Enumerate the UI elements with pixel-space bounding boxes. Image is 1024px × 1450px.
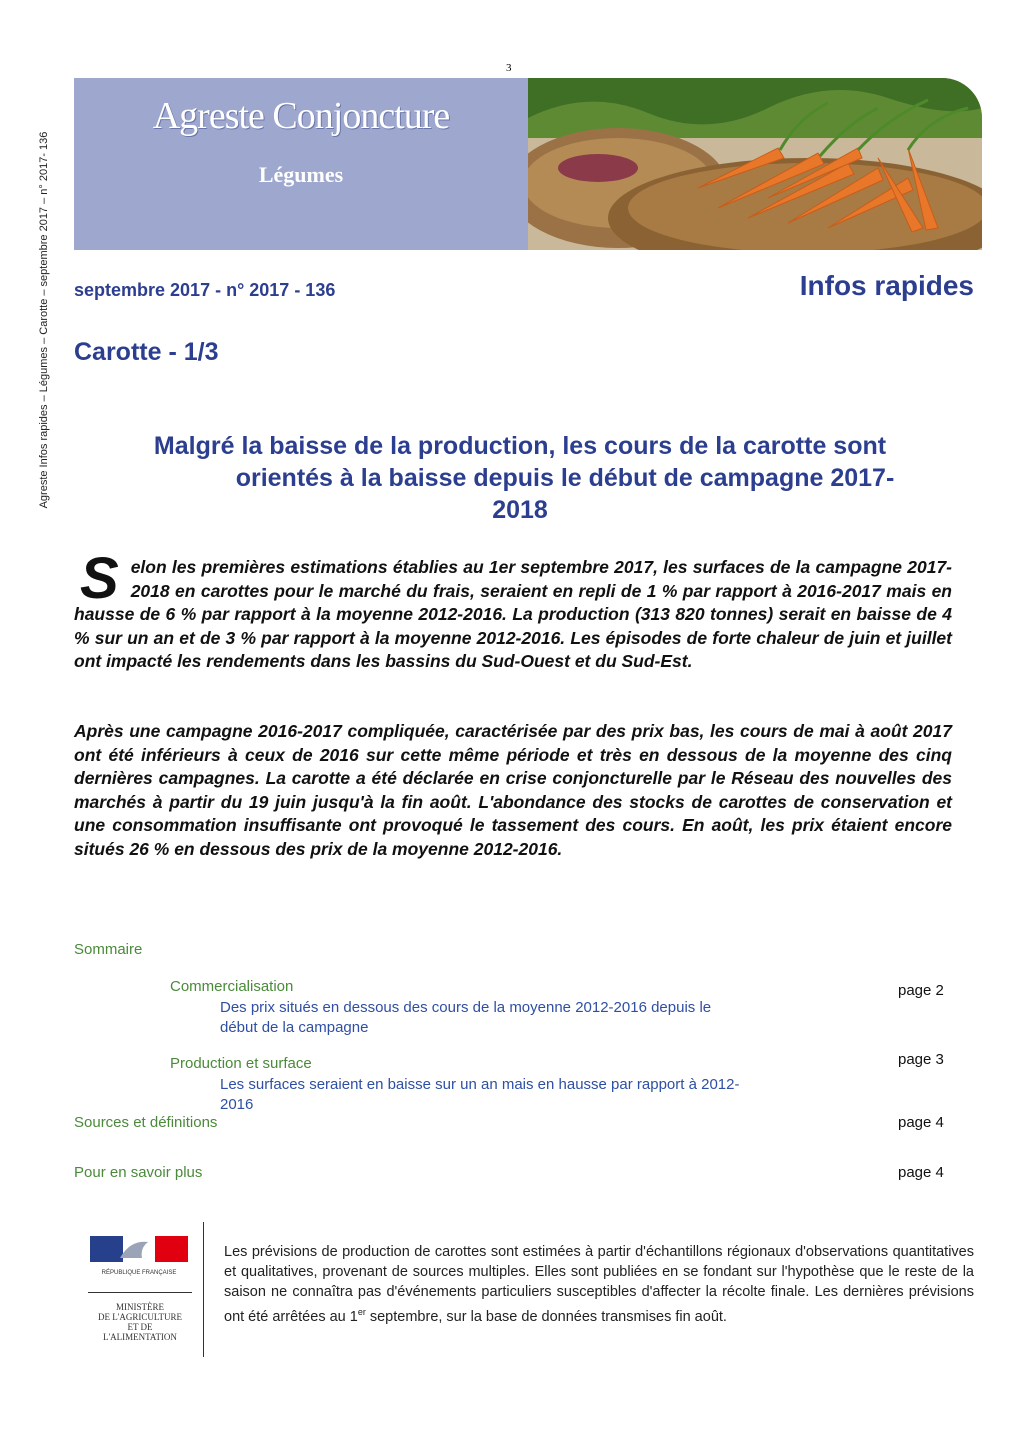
product-title: Carotte - 1/3 (74, 338, 219, 366)
carrots-illustration (528, 78, 982, 250)
paragraph-1-text: elon les premières estimations établies au 1er septembre 2017, les surfaces de la campagne 2017-2018 en carottes pour le marché du frais, seraient en repli de 1 % par rapport à 2016-2017 mais en hausse de 6 % par rapport à la moyenne 2012-2016. La production (313 820 tonnes) serait en baisse de 4 % sur un an et de 3 % par rapport à la moyenne 2012-2016. Les épisodes de forte chaleur de juin et juillet ont impacté les rendements dans les bassins du Sud-Ouest et du Sud-Est. (74, 557, 952, 672)
toc-page-sources: page 4 (898, 1114, 944, 1131)
toc-desc-production: Les surfaces seraient en baisse sur un an mais en hausse par rapport à 2012- 2016 (220, 1076, 740, 1113)
methodology-note: Les prévisions de production de carottes sont estimées à partir d'échantillons régionaux d'observations quantitatives et qualitatives, provenant de sources multiples. Elles sont publiées en se fondant sur l'hypothèse que le reste de la saison ne connaîtra pas d'événements particuliers susceptibles d'affecter la récolte finale. Les dernières prévisions ont été arrêtées au 1er septembre, sur la base de données transmises fin août. (224, 1244, 974, 1325)
headline (100, 430, 940, 526)
headline-line3: 2018 (492, 496, 548, 524)
ministry-name: MINISTÈRE DE L'AGRICULTURE ET DE L'ALIMENTATION (97, 1302, 183, 1342)
banner-subtitle: Légumes (258, 162, 344, 187)
paragraph-2: Après une campagne 2016-2017 compliquée, caractérisée par des prix bas, les cours de mai à août 2017 ont été inférieurs à ceux de 2016 sur cette même période et très en dessous de la moyenne des cinq dernières campagnes. La carotte a été déclarée en crise conjoncturelle par le Réseau des nouvelles des marchés à partir du 19 juin jusqu'à la fin août. L'abondance des stocks de carottes de conservation et une consommation insuffisante ont provoqué le tassement des cours. En août, les prix étaient encore situés 26 % en dessous des prix de la moyenne 2012-2016. (74, 721, 952, 859)
toc-page-commercialisation: page 2 (898, 982, 944, 999)
paragraph-1 (74, 546, 952, 674)
headline-line2: orientés à la baisse depuis le début de campagne 2017- (235, 464, 895, 492)
page-number: 3 (506, 62, 512, 74)
headline-line1: Malgré la baisse de la production, les cours de la carotte sont (153, 432, 887, 460)
brand-logo: Agreste Conjoncture (152, 95, 450, 137)
series-title: Infos rapides (799, 270, 974, 301)
logo-divider (88, 1292, 192, 1293)
vertical-divider (203, 1222, 204, 1357)
toc-desc-commercialisation: Des prix situés en dessous des cours de la moyenne 2012-2016 depuis le début de la campagne (220, 999, 712, 1036)
toc-page-production: page 3 (898, 1051, 944, 1068)
banner (74, 78, 528, 250)
toc-page-savoir-plus: page 4 (898, 1164, 944, 1181)
republique-caption: RÉPUBLIQUE FRANÇAISE (101, 1270, 177, 1276)
toc-item-savoir-plus[interactable]: Pour en savoir plus (74, 1164, 203, 1181)
marianne-logo (90, 1236, 188, 1262)
toc-item-commercialisation[interactable]: Commercialisation (170, 978, 294, 995)
toc-item-production[interactable]: Production et surface (170, 1055, 312, 1072)
carrots-photo (528, 78, 982, 250)
toc-item-sources[interactable]: Sources et définitions (74, 1114, 218, 1131)
drop-cap: S (80, 546, 119, 611)
toc-title: Sommaire (74, 941, 143, 958)
issue-number: septembre 2017 - n° 2017 - 136 (74, 280, 336, 300)
